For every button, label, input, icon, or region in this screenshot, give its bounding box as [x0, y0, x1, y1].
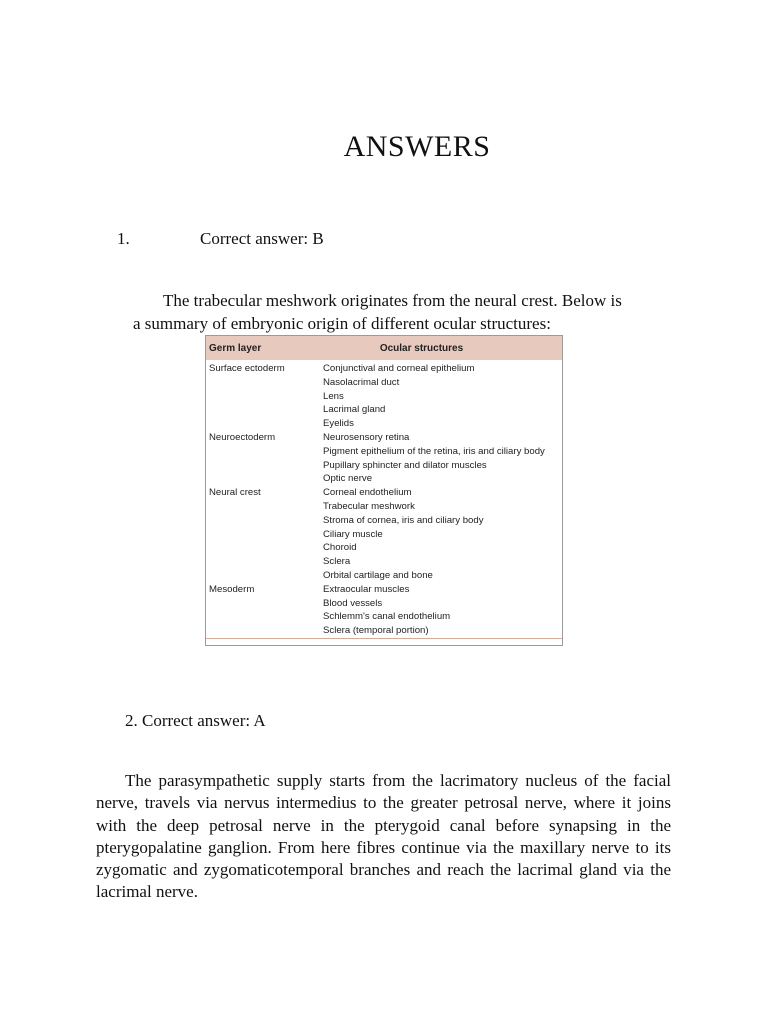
ocular-structures-cell [323, 583, 562, 638]
question-1-answer: Correct answer: B [200, 229, 324, 248]
table-header [206, 336, 562, 360]
table-row [206, 431, 562, 486]
table-row [206, 583, 562, 638]
page-title: ANSWERS [343, 130, 491, 163]
column-header-germ-layer: Germ layer [209, 342, 262, 354]
ocular-structure-item: Blood vessels [323, 597, 383, 609]
explanation-line-2: a summary of embryonic origin of different ocular structures: [133, 314, 551, 333]
germ-layer-cell: Surface ectoderm [209, 363, 285, 374]
ocular-structure-item: Stroma of cornea, iris and ciliary body [323, 514, 484, 526]
ocular-structures-cell [323, 486, 562, 583]
ocular-structure-item: Trabecular meshwork [323, 500, 415, 512]
ocular-structure-item: Pupillary sphincter and dilator muscles [323, 459, 487, 471]
question-2-explanation: The parasympathetic supply starts from the lacrimatory nucleus of the facial nerve, travels via nervus intermedius to the greater petrosal nerve, where it joins with the deep petrosal nerve in the pterygoid canal before synapsing in the pterygopalatine ganglion. From here fibres continue via the maxillary nerve to its zygomatic and zygomaticotemporal branches and reach the lacrimal gland via the lacrimal nerve. [96, 771, 671, 902]
ocular-structures-cell [323, 431, 562, 486]
ocular-structure-item: Lens [323, 390, 344, 402]
ocular-structure-item: Neurosensory retina [323, 431, 410, 443]
germ-layer-cell: Neuroectoderm [209, 431, 276, 443]
ocular-structure-item: Pigment epithelium of the retina, iris and ciliary body [323, 445, 545, 457]
question-1-number: 1. [117, 229, 130, 248]
ocular-structures-cell [323, 362, 562, 431]
ocular-structure-item: Ciliary muscle [323, 528, 383, 540]
germ-layer-cell: Mesoderm [209, 583, 255, 595]
table-body [206, 360, 562, 638]
ocular-structure-item: Sclera (temporal portion) [323, 625, 429, 637]
ocular-structure-item: Eyelids [323, 418, 354, 430]
table-row [206, 362, 562, 431]
ocular-structure-item: Lacrimal gland [323, 404, 386, 416]
question-1-header [117, 229, 324, 249]
question-1-explanation [133, 289, 678, 335]
ocular-structure-item: Extraocular muscles [323, 583, 410, 595]
ocular-structure-item: Nasolacrimal duct [323, 376, 400, 388]
ocular-structure-item: Orbital cartilage and bone [323, 569, 433, 581]
germ-layer-cell: Neural crest [209, 487, 261, 499]
table-row [206, 486, 562, 583]
explanation-line-1: The trabecular meshwork originates from the neural crest. Below is [163, 291, 622, 310]
question-2-header: 2. Correct answer: A [125, 711, 266, 730]
column-header-ocular-structures: Ocular structures [379, 342, 464, 354]
ocular-structure-item: Sclera [323, 556, 351, 568]
ocular-structure-item: Corneal endothelium [323, 487, 412, 499]
ocular-structure-item: Conjunctival and corneal epithelium [323, 363, 475, 374]
ocular-structure-item: Schlemm's canal endothelium [323, 611, 451, 623]
embryonic-origin-table [205, 335, 563, 646]
table-bottom-rule [206, 638, 562, 639]
ocular-structure-item: Choroid [323, 542, 357, 554]
ocular-structure-item: Optic nerve [323, 473, 373, 485]
